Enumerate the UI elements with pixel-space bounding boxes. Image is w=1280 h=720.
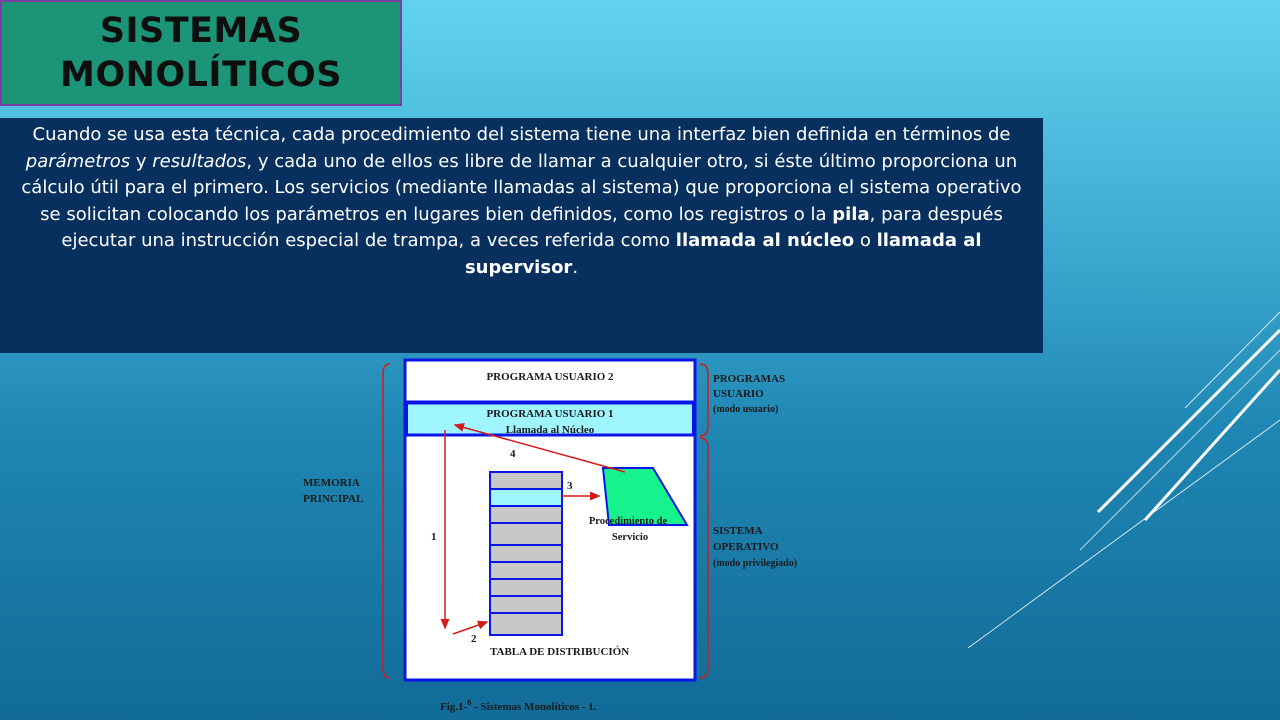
body-em-resultados: resultados bbox=[152, 150, 247, 172]
monolithic-diagram bbox=[295, 350, 855, 720]
os-label-2: OPERATIVO bbox=[713, 541, 779, 553]
kernel-call-label: Llamada al Núcleo bbox=[505, 424, 595, 436]
programs-user-label-3: (modo usuario) bbox=[713, 404, 779, 415]
dispatch-table-label: TABLA DE DISTRIBUCIÓN bbox=[490, 646, 630, 658]
user-programs-bracket bbox=[700, 364, 708, 436]
slide-title bbox=[0, 0, 402, 106]
body-text-2: y bbox=[130, 150, 153, 172]
body-em-parametros: parámetros bbox=[25, 150, 131, 172]
figure-caption: Fig.1-$^8$ - Sistemas Monolíticos - 1. bbox=[440, 698, 597, 713]
body-bold-pila: pila bbox=[832, 203, 870, 225]
dispatch-table bbox=[490, 472, 562, 635]
title-line-2: MONOLÍTICOS bbox=[60, 55, 342, 95]
memory-label-2: PRINCIPAL bbox=[303, 493, 364, 505]
memory-label-1: MEMORIA bbox=[303, 477, 360, 489]
body-bold-llamada-supervisor: llamada al supervisor bbox=[464, 230, 982, 278]
body-text-box bbox=[0, 118, 1043, 353]
user-program-2-label: PROGRAMA USUARIO 2 bbox=[486, 371, 614, 383]
body-text-3: , y cada uno de ellos es libre de llamar a cualquier otro, si éste último proporciona un cálculo útil para el primero. Los servicios (mediante llamadas al sistema) que proporciona el sistema operativo se solicitan colocando los parámetros en lugares bien definidos, como los registros o la bbox=[21, 150, 1022, 225]
programs-user-label-2: USUARIO bbox=[713, 388, 764, 400]
user-program-1-label: PROGRAMA USUARIO 1 bbox=[486, 408, 614, 420]
os-label-3: (modo privilegiado) bbox=[713, 558, 798, 569]
step-4-label: 4 bbox=[510, 448, 516, 460]
step-3-label: 3 bbox=[567, 480, 573, 492]
os-bracket bbox=[700, 438, 708, 678]
body-text-6: . bbox=[572, 256, 579, 278]
title-line-1: SISTEMAS bbox=[99, 11, 303, 51]
memory-bracket bbox=[383, 364, 390, 678]
body-bold-llamada-nucleo: llamada al núcleo bbox=[675, 230, 855, 251]
body-text-5: o bbox=[854, 230, 877, 251]
body-text-1: Cuando se usa esta técnica, cada procedimiento del sistema tiene una interfaz bien definida en términos de bbox=[32, 124, 1011, 145]
step-1-label: 1 bbox=[431, 531, 437, 543]
service-procedure-label-2: Servicio bbox=[611, 532, 649, 543]
service-procedure-label-1: Procedimiento de bbox=[588, 516, 668, 527]
body-text-4: , para después ejecutar una instrucción especial de trampa, a veces referida como bbox=[61, 203, 1003, 251]
step-2-label: 2 bbox=[471, 633, 477, 645]
os-label-1: SISTEMA bbox=[713, 525, 763, 537]
programs-user-label-1: PROGRAMAS bbox=[713, 373, 786, 385]
